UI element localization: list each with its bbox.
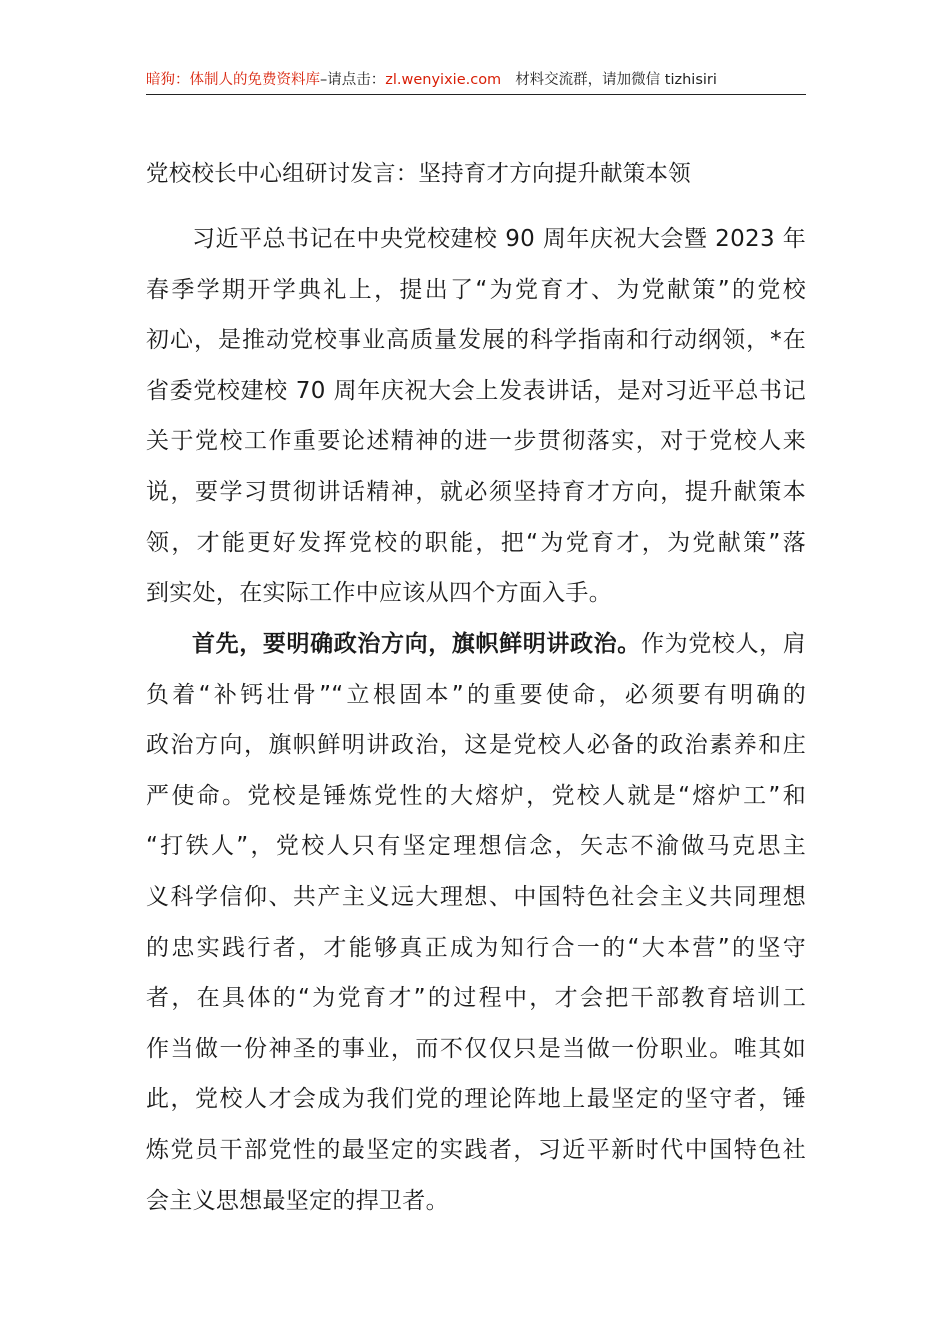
paragraph-line: “打铁人”，党校人只有坚定理想信念，矢志不渝做马克思主 <box>146 833 806 860</box>
page-header <box>146 66 806 95</box>
paragraph-line: 的忠实践行者，才能够真正成为知行合一的“大本营”的坚守 <box>146 934 806 961</box>
header-brand: 暗狗：体制人的免费资料库 <box>146 72 320 88</box>
paragraph-line: 者，在具体的“为党育才”的过程中，才会把干部教育培训工 <box>146 985 806 1012</box>
paragraph-political-direction <box>146 619 806 1226</box>
paragraph-line: 领，才能更好发挥党校的职能，把“为党育才，为党献策”落 <box>146 529 806 556</box>
paragraph-line: 会主义思想最坚定的捍卫者。 <box>146 1187 449 1214</box>
paragraph-line: 春季学期开学典礼上，提出了“为党育才、为党献策”的党校 <box>146 276 806 303</box>
paragraph-intro <box>146 214 806 619</box>
paragraph-line: 说，要学习贯彻讲话精神，就必须坚持育才方向，提升献策本 <box>146 478 806 505</box>
paragraph-line: 严使命。党校是锤炼党性的大熔炉，党校人就是“熔炉工”和 <box>146 782 806 809</box>
paragraph-line: 初心，是推动党校事业高质量发展的科学指南和行动纲领，*在 <box>146 327 806 354</box>
paragraph-line: 习近平总书记在中央党校建校 90 周年庆祝大会暨 2023 年 <box>192 226 806 252</box>
paragraph-line: 作当做一份神圣的事业，而不仅仅只是当做一份职业。唯其如 <box>146 1035 806 1062</box>
header-wechat-note: 材料交流群，请加微信 tizhisiri <box>515 72 717 88</box>
paragraph-line: 关于党校工作重要论述精神的进一步贯彻落实，对于党校人来 <box>146 428 806 455</box>
document-title: 党校校长中心组研讨发言：坚持育才方向提升献策本领 <box>146 161 691 187</box>
paragraph-line: 此，党校人才会成为我们党的理论阵地上最坚定的坚守者，锤 <box>146 1086 806 1113</box>
header-url-link[interactable]: zl.wenyixie.com <box>385 72 502 88</box>
paragraph-lead-bold: 首先，要明确政治方向，旗帜鲜明讲政治。 <box>192 631 641 657</box>
paragraph-lead-rest: 作为党校人，肩 <box>640 631 807 657</box>
paragraph-line: 负着“补钙壮骨”“立根固本”的重要使命，必须要有明确的 <box>146 681 806 708</box>
paragraph-line: 省委党校建校 70 周年庆祝大会上发表讲话，是对习近平总书记 <box>146 377 806 404</box>
header-click-prompt: –请点击： <box>320 72 386 88</box>
paragraph-line <box>146 619 806 670</box>
paragraph-line: 到实处，在实际工作中应该从四个方面入手。 <box>146 580 612 607</box>
paragraph-line: 义科学信仰、共产主义远大理想、中国特色社会主义共同理想 <box>146 883 806 910</box>
paragraph-line: 政治方向，旗帜鲜明讲政治，这是党校人必备的政治素养和庄 <box>146 732 806 759</box>
paragraph-line: 炼党员干部党性的最坚定的实践者，习近平新时代中国特色社 <box>146 1136 806 1163</box>
